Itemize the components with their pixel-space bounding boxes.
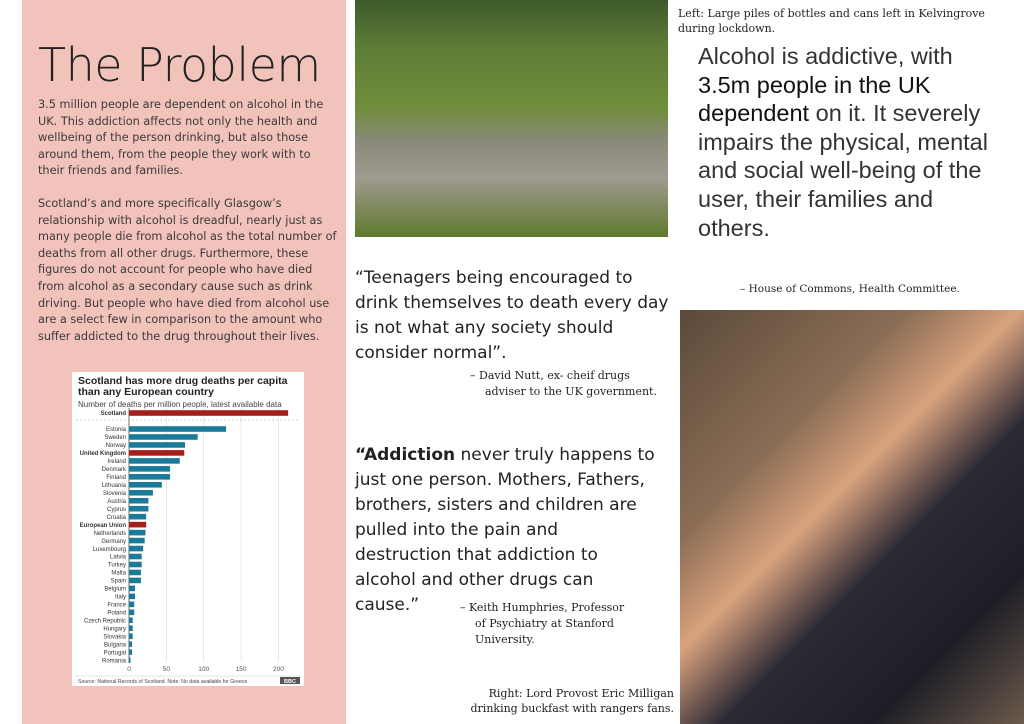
bar-slovakia [129, 633, 133, 639]
category-label: Cyprus [106, 506, 126, 513]
category-label: Ireland [107, 459, 126, 466]
bar-estonia [129, 426, 226, 432]
quote-main-attribution: – House of Commons, Health Committee. [740, 283, 960, 295]
attribution-line: adviser to the UK government. [485, 385, 657, 398]
intro-paragraph: 3.5 million people are dependent on alcohol in the UK. This addiction affects not only the health and wellbeing of the person drinking, but also those around them, from the people they work with to their friends and families. [38, 98, 324, 178]
bar-denmark [129, 466, 170, 472]
bar-portugal [129, 649, 132, 655]
photo-lord-provost [680, 310, 1024, 724]
bar-belgium [129, 586, 135, 592]
bar-united-kingdom [129, 450, 184, 456]
category-label: Germany [101, 538, 126, 545]
bbc-logo-text: BBC [284, 679, 296, 685]
category-label: Bulgaria [103, 642, 126, 649]
category-label: Denmark [101, 467, 126, 474]
bar-ireland [129, 458, 180, 464]
quote-text: Alcohol is addictive, with [698, 43, 953, 69]
category-label: France [107, 602, 126, 609]
category-label: Austria [107, 498, 126, 505]
drug-deaths-chart [72, 372, 304, 686]
category-label: Slovakia [103, 634, 126, 641]
category-label: Italy [114, 594, 126, 601]
category-label: Finland [106, 475, 126, 482]
page-title: The Problem [38, 38, 321, 92]
bar-croatia [129, 514, 146, 520]
category-label: Luxembourg [92, 546, 126, 553]
bar-germany [129, 538, 145, 544]
category-label: Estonia [105, 427, 126, 434]
attribution-line: of Psychiatry at Stanford [475, 617, 614, 630]
bar-latvia [129, 554, 142, 560]
category-label: Slovenia [102, 490, 126, 497]
category-label: European Union [79, 522, 126, 529]
quote-humphries [355, 443, 655, 618]
x-tick-label: 150 [235, 666, 247, 673]
x-tick-label: 200 [272, 666, 284, 673]
bar-scotland [129, 410, 288, 416]
bar-european-union [129, 522, 146, 528]
category-label: Portugal [103, 650, 126, 657]
bar-cyprus [129, 506, 148, 512]
category-label: Croatia [106, 514, 126, 521]
x-tick-label: 50 [162, 666, 170, 673]
chart-title: Scotland has more drug deaths per capita [78, 375, 288, 387]
category-label: Spain [110, 578, 126, 585]
chart-source: Source: National Records of Scotland. Note: No data available for Greece [78, 679, 248, 685]
bar-poland [129, 610, 134, 616]
attribution-line: – David Nutt, ex- cheif drugs [470, 369, 630, 382]
bar-finland [129, 474, 170, 480]
category-label: Czech Republic [83, 618, 126, 625]
intro-text [38, 97, 338, 361]
x-tick-label: 0 [127, 666, 131, 673]
bar-slovenia [129, 490, 153, 496]
bar-luxembourg [129, 546, 143, 552]
x-tick-label: 100 [198, 666, 210, 673]
category-label: Hungary [103, 626, 126, 633]
bar-hungary [129, 625, 133, 631]
bar-malta [129, 570, 141, 576]
chart-svg [72, 372, 304, 686]
bar-bulgaria [129, 641, 132, 647]
category-label: Scotland [100, 411, 126, 418]
quote-bold: 3.5m people in the UK dependent [698, 71, 931, 127]
bar-turkey [129, 562, 142, 568]
category-label: Latvia [109, 554, 126, 561]
photo-kelvingrove-litter [355, 0, 668, 237]
attribution-line: University. [475, 633, 535, 646]
caption-left: Left: Large piles of bottles and cans left in Kelvingrove during lockdown. [678, 7, 985, 35]
bar-lithuania [129, 482, 162, 488]
bar-italy [129, 594, 135, 600]
category-label: Belgium [104, 586, 126, 593]
bar-romania [129, 657, 130, 663]
bar-spain [129, 578, 141, 584]
category-label: Romania [101, 658, 126, 665]
caption-right: Right: Lord Provost Eric Milligan drinking buckfast with rangers fans. [470, 687, 674, 715]
quote-main [698, 42, 998, 242]
chart-title: than any European country [78, 386, 214, 398]
category-label: Netherlands [93, 530, 126, 537]
bar-sweden [129, 434, 198, 440]
category-label: Sweden [104, 435, 126, 442]
bar-france [129, 602, 134, 608]
quote-bold: “Addiction [355, 445, 456, 465]
category-label: United Kingdom [79, 451, 126, 458]
category-label: Lithuania [101, 482, 126, 489]
bar-austria [129, 498, 148, 504]
quote-nutt: “Teenagers being encouraged to drink themselves to death every day is not what any society should consider normal”. [355, 268, 669, 363]
category-label: Turkey [107, 562, 126, 569]
quote-text: never truly happens to just one person. Mothers, Fathers, brothers, sisters and children are pulled into the pain and destruction that addiction to alcohol and other drugs can cause.” [355, 445, 655, 615]
category-label: Malta [111, 570, 126, 577]
attribution-line: – Keith Humphries, Professor [460, 601, 625, 614]
bar-norway [129, 442, 185, 448]
intro-paragraph: Scotland’s and more specifically Glasgow’s relationship with alcohol is dreadful, nearly just as many people die from alcohol as the total number of deaths from all other drugs. Furthermore, these figures do not account for people who have died from alcohol as a secondary cause such as drink driving. But people who have died from alcohol use are a select few in comparison to the amount who suffer addicted to the drug throughout their lives. [38, 196, 337, 343]
bar-netherlands [129, 530, 145, 536]
category-label: Norway [105, 443, 126, 450]
bar-czech-republic [129, 617, 133, 623]
quote-text: on it. It severely impairs the physical, mental and social well-being of the user, their families and others. [698, 100, 988, 241]
category-label: Poland [107, 610, 126, 617]
chart-subtitle: Number of deaths per million people, latest available data [78, 400, 282, 409]
